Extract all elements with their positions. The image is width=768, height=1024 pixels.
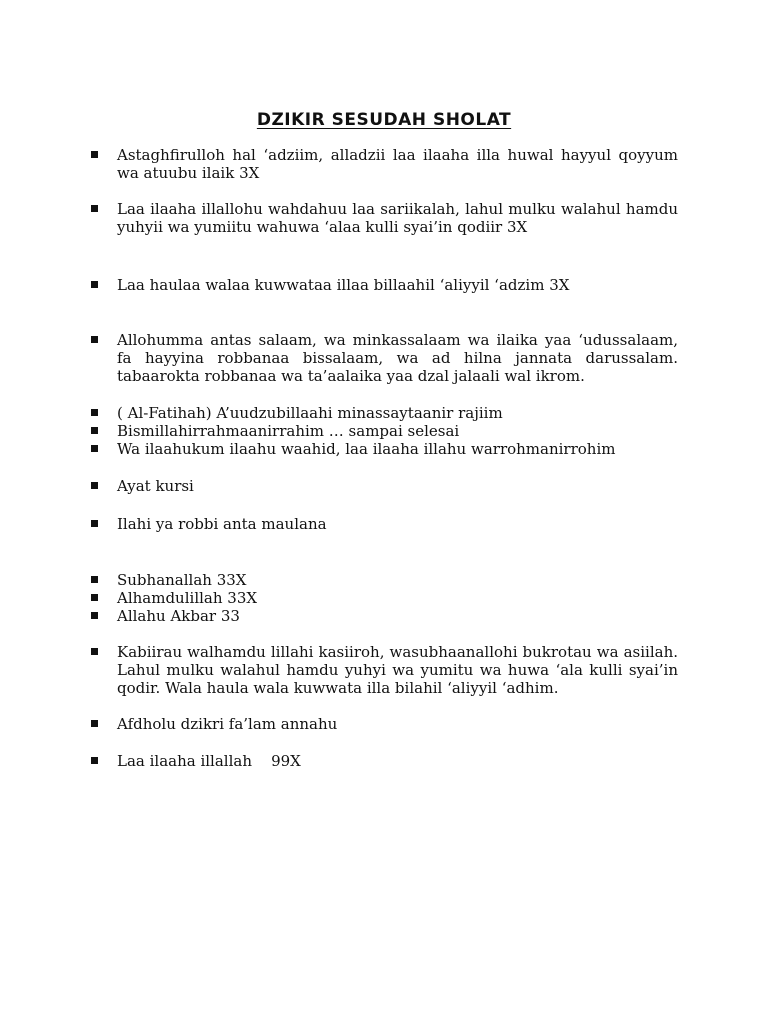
bullet-icon bbox=[91, 520, 98, 527]
list-item: Ayat kursi bbox=[117, 477, 194, 495]
list-item: Ilahi ya robbi anta maulana bbox=[117, 515, 327, 533]
bullet-icon bbox=[91, 281, 98, 288]
page-title: DZIKIR SESUDAH SHOLAT bbox=[256, 110, 512, 130]
list-item: Wa ilaahukum ilaahu waahid, laa ilaaha illahu warrohmanirrohim bbox=[117, 440, 616, 458]
list-item: Astaghfirulloh hal ‘adziim, alladzii laa ilaaha illa huwal hayyul qoyyum wa atuubu ilaik 3X bbox=[117, 146, 678, 182]
list-item: Laa haulaa walaa kuwwataa illaa billaahil ‘aliyyil ‘adzim 3X bbox=[117, 276, 570, 294]
bullet-icon bbox=[91, 720, 98, 727]
list-item: Kabiirau walhamdu lillahi kasiiroh, wasubhaanallohi bukrotau wa asiilah. Lahul mulku walahul hamdu yuhyi wa yumitu wa huwa ‘ala kulli syai’in qodir. Wala haula wala kuwwata illa bilahil ‘aliyyil ‘adhim. bbox=[117, 643, 678, 697]
bullet-icon bbox=[91, 336, 98, 343]
bullet-icon bbox=[91, 427, 98, 434]
bullet-icon bbox=[91, 409, 98, 416]
bullet-icon bbox=[91, 445, 98, 452]
bullet-icon bbox=[91, 594, 98, 601]
list-item: Laa ilaaha illallohu wahdahuu laa sariikalah, lahul mulku walahul hamdu yuhyii wa yumiitu wahuwa ‘alaa kulli syai’in qodiir 3X bbox=[117, 200, 678, 236]
bullet-icon bbox=[91, 482, 98, 489]
bullet-icon bbox=[91, 576, 98, 583]
bullet-icon bbox=[91, 151, 98, 158]
bullet-icon bbox=[91, 648, 98, 655]
list-item: Laa ilaaha illallah 99X bbox=[117, 752, 301, 770]
bullet-icon bbox=[91, 757, 98, 764]
list-item: Afdholu dzikri fa’lam annahu bbox=[117, 715, 338, 733]
list-item: Subhanallah 33X bbox=[117, 571, 247, 589]
list-item: ( Al-Fatihah) A’uudzubillaahi minassaytaanir rajiim bbox=[117, 404, 503, 422]
list-item: Allohumma antas salaam, wa minkassalaam wa ilaika yaa ‘udussalaam, fa hayyina robbanaa bissalaam, wa ad hilna jannata darussalam. tabaarokta robbanaa wa ta’aalaika yaa dzal jalaali wal ikrom. bbox=[117, 331, 678, 385]
list-item: Allahu Akbar 33 bbox=[117, 607, 240, 625]
bullet-icon bbox=[91, 205, 98, 212]
bullet-icon bbox=[91, 612, 98, 619]
list-item: Alhamdulillah 33X bbox=[117, 589, 258, 607]
list-item: Bismillahirrahmaanirrahim … sampai selesai bbox=[117, 422, 460, 440]
